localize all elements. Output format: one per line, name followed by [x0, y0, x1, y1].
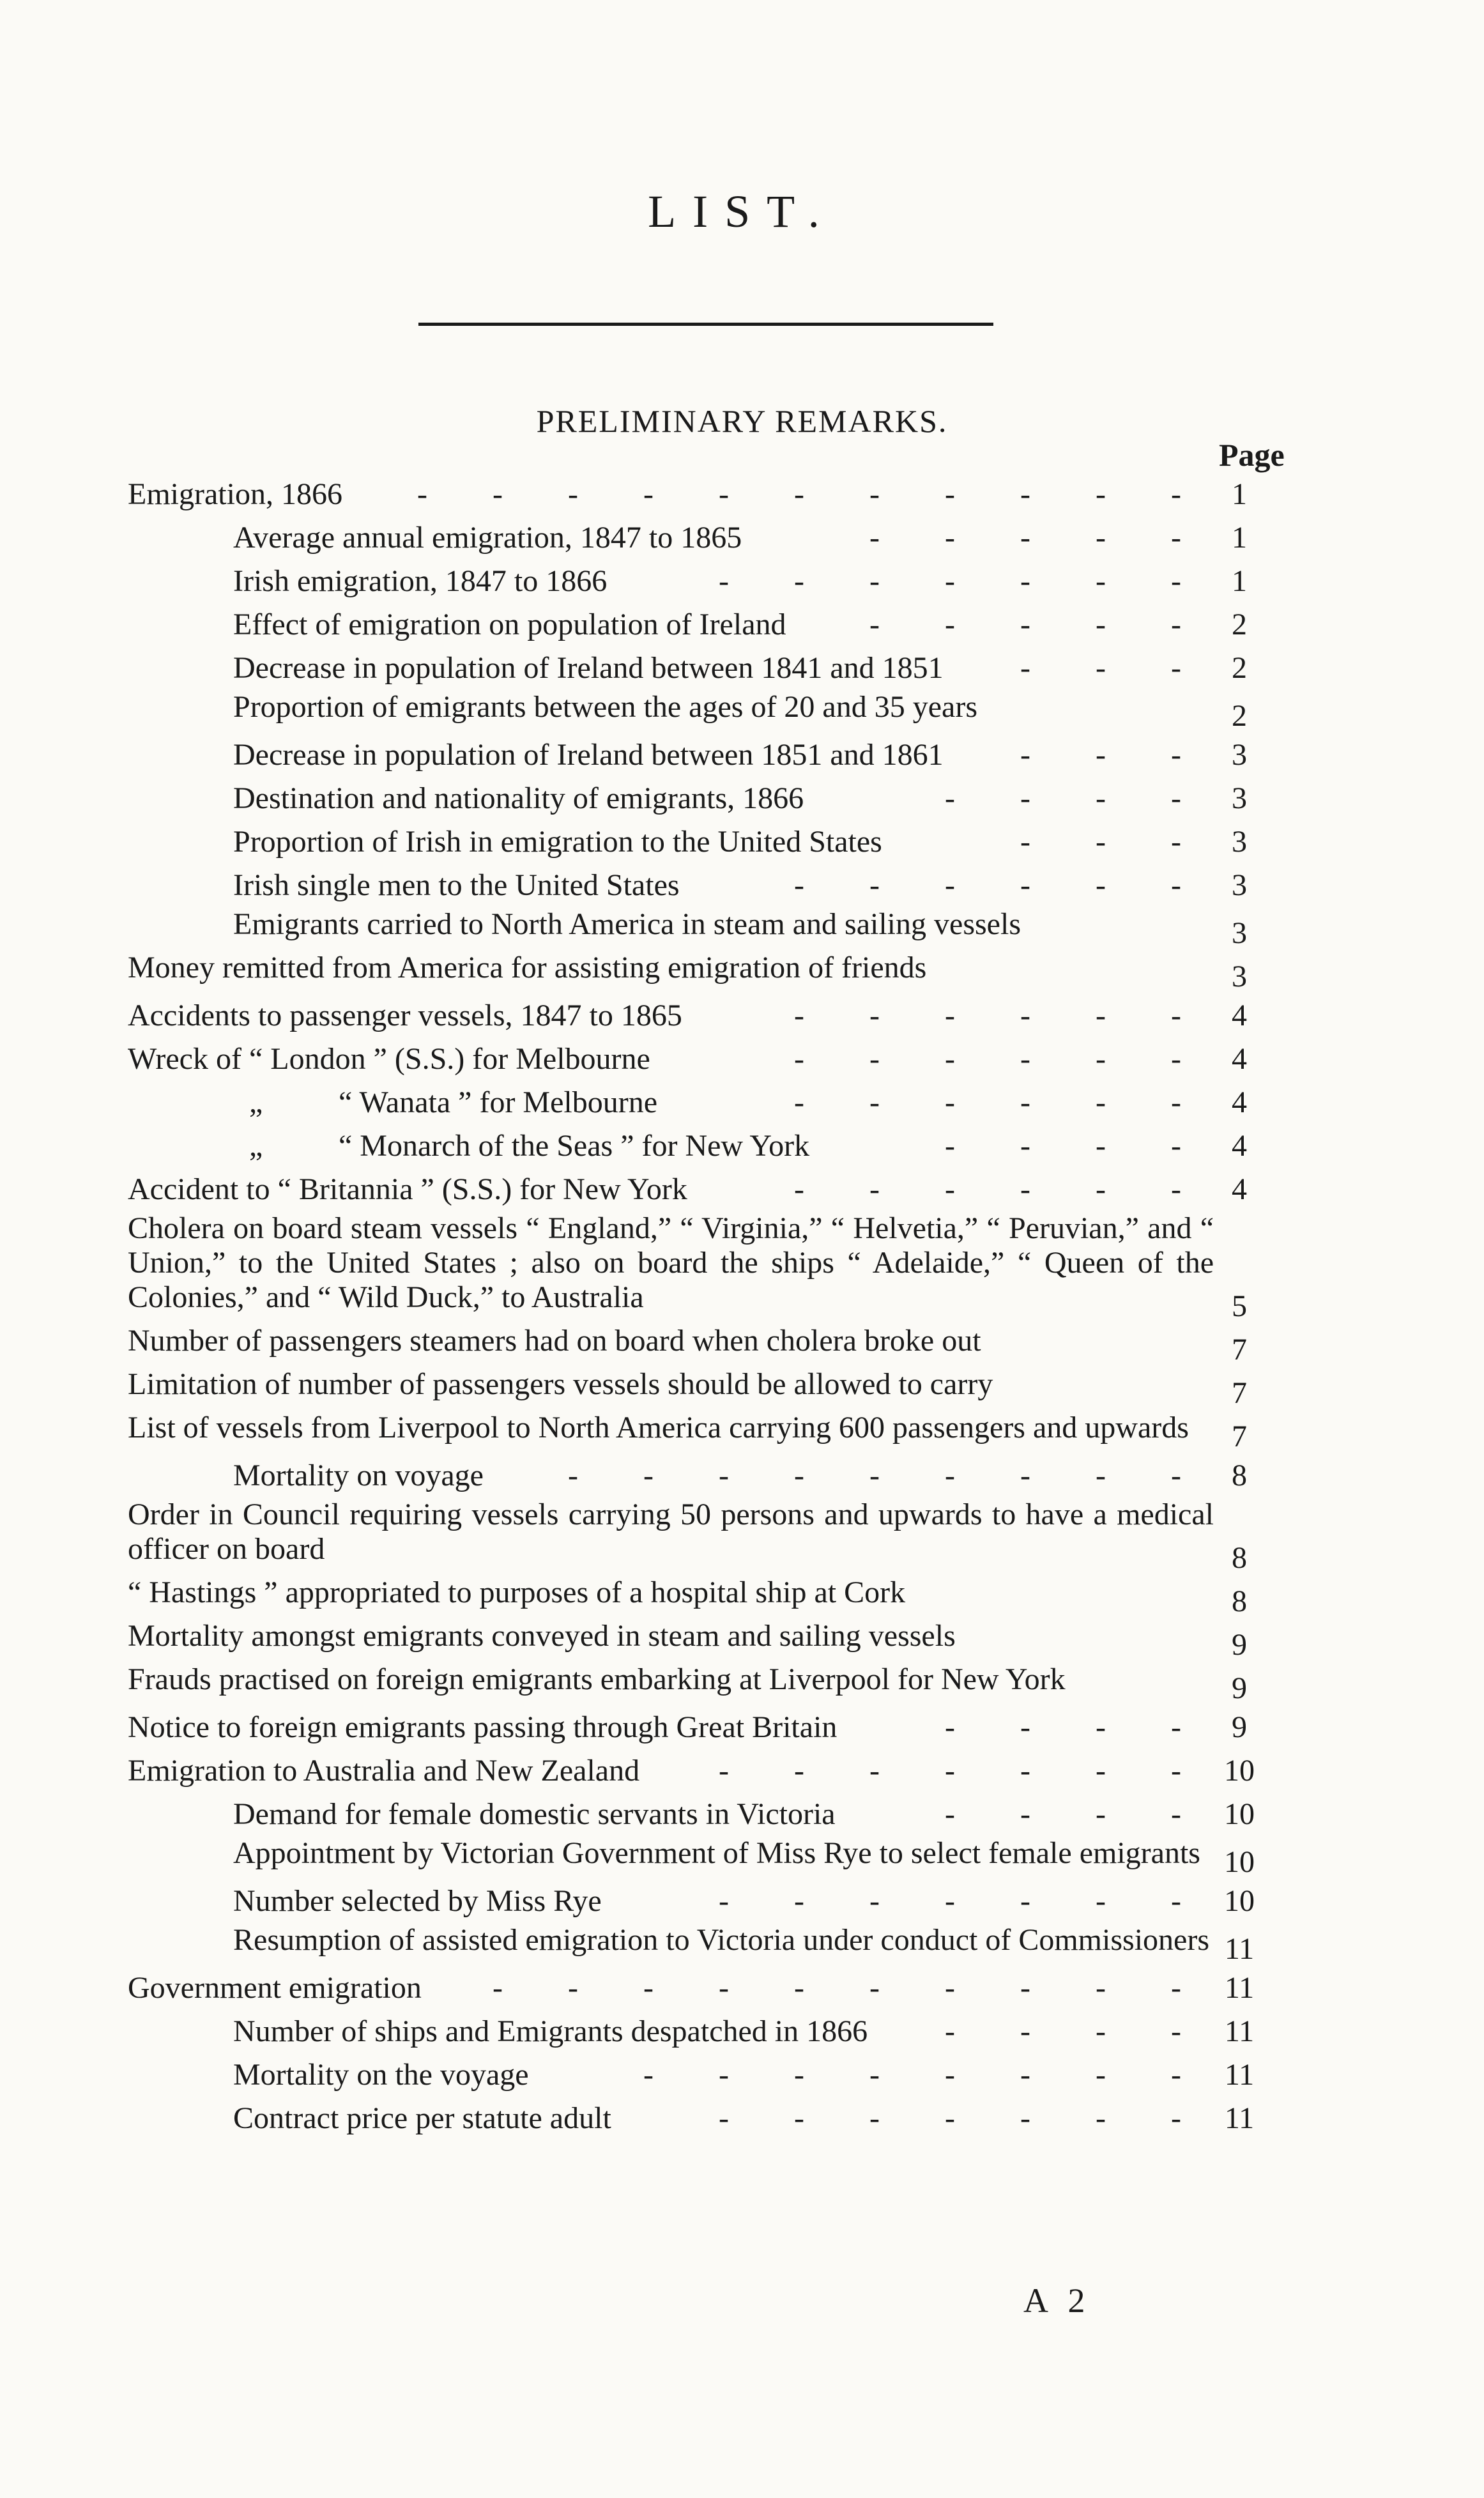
toc-entry-label: Irish single men to the United States — [233, 868, 680, 902]
page-number: 5 — [1232, 1289, 1247, 1323]
page-number: 10 — [1224, 1884, 1255, 1918]
ditto-mark: „ — [249, 1129, 263, 1163]
page-number: 8 — [1232, 1541, 1247, 1575]
page-number: 10 — [1224, 1754, 1255, 1788]
toc-entry — [128, 2053, 1290, 2097]
toc-entry-text — [233, 820, 882, 864]
toc-entry — [128, 1706, 1290, 1749]
dot-leader: - - - — [1020, 738, 1181, 772]
page-number: 3 — [1232, 868, 1247, 902]
page-number: 8 — [1232, 1584, 1247, 1618]
dot-leader: - - - - — [945, 2014, 1181, 2048]
dot-leader: - - - - - - - - - - — [493, 1971, 1181, 2005]
page-number: 1 — [1232, 521, 1247, 555]
toc-entry-label: “ Hastings ” appropriated to purposes of a hospital ship at Cork — [128, 1575, 906, 1609]
toc-entry — [128, 2097, 1290, 2140]
dot-leader: - - - - - - - — [719, 1754, 1181, 1788]
toc-entry-label: Contract price per statute adult — [233, 2101, 611, 2135]
toc-entry — [128, 820, 1290, 864]
toc-entry-label: Average annual emigration, 1847 to 1865 — [233, 521, 742, 555]
toc-entry — [128, 1211, 1290, 1324]
ditto-mark: „ — [249, 1085, 263, 1119]
page-number: 11 — [1224, 2058, 1255, 2092]
page-number: 4 — [1232, 1129, 1247, 1163]
toc-entry-label: Resumption of assisted emigration to Victoria under conduct of Commissioners — [233, 1923, 1210, 1957]
toc-entry — [128, 1498, 1290, 1575]
table-of-contents — [128, 473, 1290, 2140]
toc-entry-label: “ Wanata ” for Melbourne — [339, 1085, 658, 1119]
toc-entry — [128, 1168, 1290, 1211]
toc-entry-text — [233, 647, 944, 690]
toc-entry — [128, 1749, 1290, 1793]
toc-entry-label: Appointment by Victorian Government of Miss Rye to select female emigrants — [233, 1836, 1200, 1870]
toc-entry-label: Wreck of “ London ” (S.S.) for Melbourne — [128, 1042, 650, 1076]
toc-entry — [128, 2010, 1290, 2053]
dot-leader: - - - - - - - - — [643, 2058, 1181, 2092]
dot-leader: - - - — [1020, 651, 1181, 685]
dot-leader: - - - - - — [869, 521, 1181, 555]
dot-leader: - - - - - - - - - - - — [417, 477, 1181, 511]
dot-leader: - - - - — [945, 1129, 1181, 1163]
toc-entry-text — [233, 1454, 484, 1498]
toc-entry — [128, 603, 1290, 647]
page-number: 11 — [1224, 1971, 1255, 2005]
page-number: 7 — [1232, 1420, 1247, 1453]
page-number: 9 — [1232, 1710, 1247, 1744]
toc-entry-text — [128, 1749, 639, 1793]
page-number: 11 — [1224, 2101, 1255, 2135]
toc-entry — [128, 1575, 1290, 1619]
toc-entry — [128, 1038, 1290, 1081]
toc-entry-label: Number of ships and Emigrants despatched in 1866 — [233, 2014, 868, 2048]
toc-entry-label: Effect of emigration on population of Ireland — [233, 608, 786, 641]
toc-entry-label: Decrease in population of Ireland between 1851 and 1861 — [233, 738, 944, 772]
toc-entry-text — [128, 473, 342, 516]
toc-entry-label: Irish emigration, 1847 to 1866 — [233, 564, 608, 598]
toc-entry-text — [233, 516, 742, 560]
toc-entry — [128, 777, 1290, 820]
toc-entry-text — [233, 560, 607, 603]
section-heading: PRELIMINARY REMARKS. — [536, 403, 948, 439]
dot-leader: - - - — [1020, 825, 1181, 859]
toc-entry — [128, 1923, 1290, 1966]
page-column-label: Page — [1219, 437, 1285, 473]
toc-entry — [128, 1367, 1290, 1411]
dot-leader: - - - - - - - — [719, 564, 1181, 598]
toc-entry — [128, 1662, 1290, 1706]
toc-entry — [128, 907, 1290, 951]
dot-leader: - - - - - — [869, 608, 1181, 641]
page-number: 11 — [1224, 1932, 1255, 1966]
toc-entry — [128, 1619, 1290, 1662]
toc-entry-text — [128, 1706, 837, 1749]
toc-entry-text — [233, 864, 680, 907]
dot-leader: - - - - - - - - - — [568, 1459, 1181, 1492]
toc-entry-text — [233, 2097, 611, 2140]
signature-mark: A 2 — [1023, 2281, 1092, 2320]
page-number: 2 — [1232, 608, 1247, 641]
toc-entry-label: Proportion of Irish in emigration to the United States — [233, 825, 882, 859]
page-number: 2 — [1232, 699, 1247, 733]
toc-entry-label: Destination and nationality of emigrants, 1866 — [233, 781, 804, 815]
toc-entry-label: Cholera on board steam vessels “ England,” “ Virginia,” “ Helvetia,” “ Peruvian,” and “ Union,” to the United States ; also on board the ships “ Adelaide,” “ Queen of the Colonies,” and “ Wild Duck,” to Australia — [128, 1211, 1214, 1314]
toc-entry-text — [128, 994, 682, 1038]
toc-entry-label: Order in Council requiring vessels carrying 50 persons and upwards to have a medical officer on board — [128, 1498, 1214, 1566]
toc-entry-text — [192, 1124, 809, 1168]
page-number: 9 — [1232, 1671, 1247, 1705]
toc-entry-label: Money remitted from America for assisting emigration of friends — [128, 951, 927, 985]
toc-entry-text — [233, 733, 944, 777]
toc-entry-label: Notice to foreign emigrants passing through Great Britain — [128, 1710, 838, 1744]
toc-entry-text — [192, 1081, 657, 1124]
toc-entry — [128, 516, 1290, 560]
toc-entry-label: Decrease in population of Ireland between 1841 and 1851 — [233, 651, 944, 685]
toc-entry-text — [233, 603, 786, 647]
page-number: 4 — [1232, 1042, 1247, 1076]
toc-entry — [128, 733, 1290, 777]
toc-entry-label: Accident to “ Britannia ” (S.S.) for New York — [128, 1172, 687, 1206]
toc-entry-text — [128, 1966, 422, 2010]
page-number: 4 — [1232, 1172, 1247, 1206]
page-number: 8 — [1232, 1459, 1247, 1492]
dot-leader: - - - - — [945, 1710, 1181, 1744]
toc-entry-text — [233, 1793, 836, 1836]
dot-leader: - - - - - - — [794, 999, 1181, 1032]
page-number: 7 — [1232, 1333, 1247, 1367]
toc-entry — [128, 1793, 1290, 1836]
title-rule — [418, 323, 993, 326]
toc-entry — [128, 1081, 1290, 1124]
dot-leader: - - - - - - — [794, 1085, 1181, 1119]
dot-leader: - - - - - - - — [719, 2101, 1181, 2135]
toc-entry-label: Emigrants carried to North America in steam and sailing vessels — [233, 907, 1021, 941]
page-number: 3 — [1232, 825, 1247, 859]
toc-entry-text — [233, 2053, 529, 2097]
toc-entry-label: Emigration, 1866 — [128, 477, 342, 511]
toc-entry-text — [233, 2010, 868, 2053]
toc-entry — [128, 1124, 1290, 1168]
dot-leader: - - - - — [945, 781, 1181, 815]
dot-leader: - - - - - - — [794, 1172, 1181, 1206]
toc-entry — [128, 647, 1290, 690]
page-number: 10 — [1224, 1845, 1255, 1879]
dot-leader: - - - - — [945, 1797, 1181, 1831]
page-number: 11 — [1224, 2014, 1255, 2048]
toc-entry — [128, 1324, 1290, 1367]
toc-entry-text — [128, 1038, 650, 1081]
toc-entry-label: Frauds practised on foreign emigrants embarking at Liverpool for New York — [128, 1662, 1066, 1696]
toc-entry — [128, 1880, 1290, 1923]
page-number: 1 — [1232, 477, 1247, 511]
toc-entry — [128, 864, 1290, 907]
toc-entry — [128, 473, 1290, 516]
toc-entry-label: Accidents to passenger vessels, 1847 to 1865 — [128, 999, 682, 1032]
toc-entry — [128, 1454, 1290, 1498]
page-number: 3 — [1232, 960, 1247, 993]
page-number: 4 — [1232, 1085, 1247, 1119]
dot-leader: - - - - - - - — [719, 1884, 1181, 1918]
page-number: 10 — [1224, 1797, 1255, 1831]
page-title: LIST. — [648, 186, 836, 237]
page-number: 7 — [1232, 1376, 1247, 1410]
toc-entry-text — [233, 777, 804, 820]
toc-entry-text — [128, 1168, 687, 1211]
toc-entry-label: Proportion of emigrants between the ages of 20 and 35 years — [233, 690, 978, 724]
toc-entry — [128, 1966, 1290, 2010]
page-number: 1 — [1232, 564, 1247, 598]
toc-entry-label: Emigration to Australia and New Zealand — [128, 1754, 640, 1788]
toc-entry-label: Limitation of number of passengers vessels should be allowed to carry — [128, 1367, 993, 1401]
toc-entry — [128, 1836, 1290, 1880]
toc-entry-label: Number of passengers steamers had on board when cholera broke out — [128, 1324, 981, 1358]
toc-entry — [128, 690, 1290, 733]
toc-entry-label: List of vessels from Liverpool to North America carrying 600 passengers and upwards — [128, 1411, 1189, 1444]
toc-entry-label: Demand for female domestic servants in Victoria — [233, 1797, 836, 1831]
page-number: 2 — [1232, 651, 1247, 685]
dot-leader: - - - - - - — [794, 868, 1181, 902]
toc-entry-label: Mortality amongst emigrants conveyed in steam and sailing vessels — [128, 1619, 956, 1653]
toc-entry-label: Number selected by Miss Rye — [233, 1884, 602, 1918]
page-number: 3 — [1232, 916, 1247, 950]
dot-leader: - - - - - - — [794, 1042, 1181, 1076]
toc-entry — [128, 560, 1290, 603]
toc-entry-text — [233, 1880, 602, 1923]
toc-entry-label: Mortality on the voyage — [233, 2058, 529, 2092]
toc-entry — [128, 994, 1290, 1038]
toc-entry — [128, 1411, 1290, 1454]
page-number: 3 — [1232, 738, 1247, 772]
toc-entry-label: “ Monarch of the Seas ” for New York — [339, 1129, 810, 1163]
page-number: 9 — [1232, 1628, 1247, 1662]
toc-entry-label: Mortality on voyage — [233, 1459, 484, 1492]
toc-entry — [128, 951, 1290, 994]
page-number: 4 — [1232, 999, 1247, 1032]
toc-entry-label: Government emigration — [128, 1971, 422, 2005]
page-number: 3 — [1232, 781, 1247, 815]
